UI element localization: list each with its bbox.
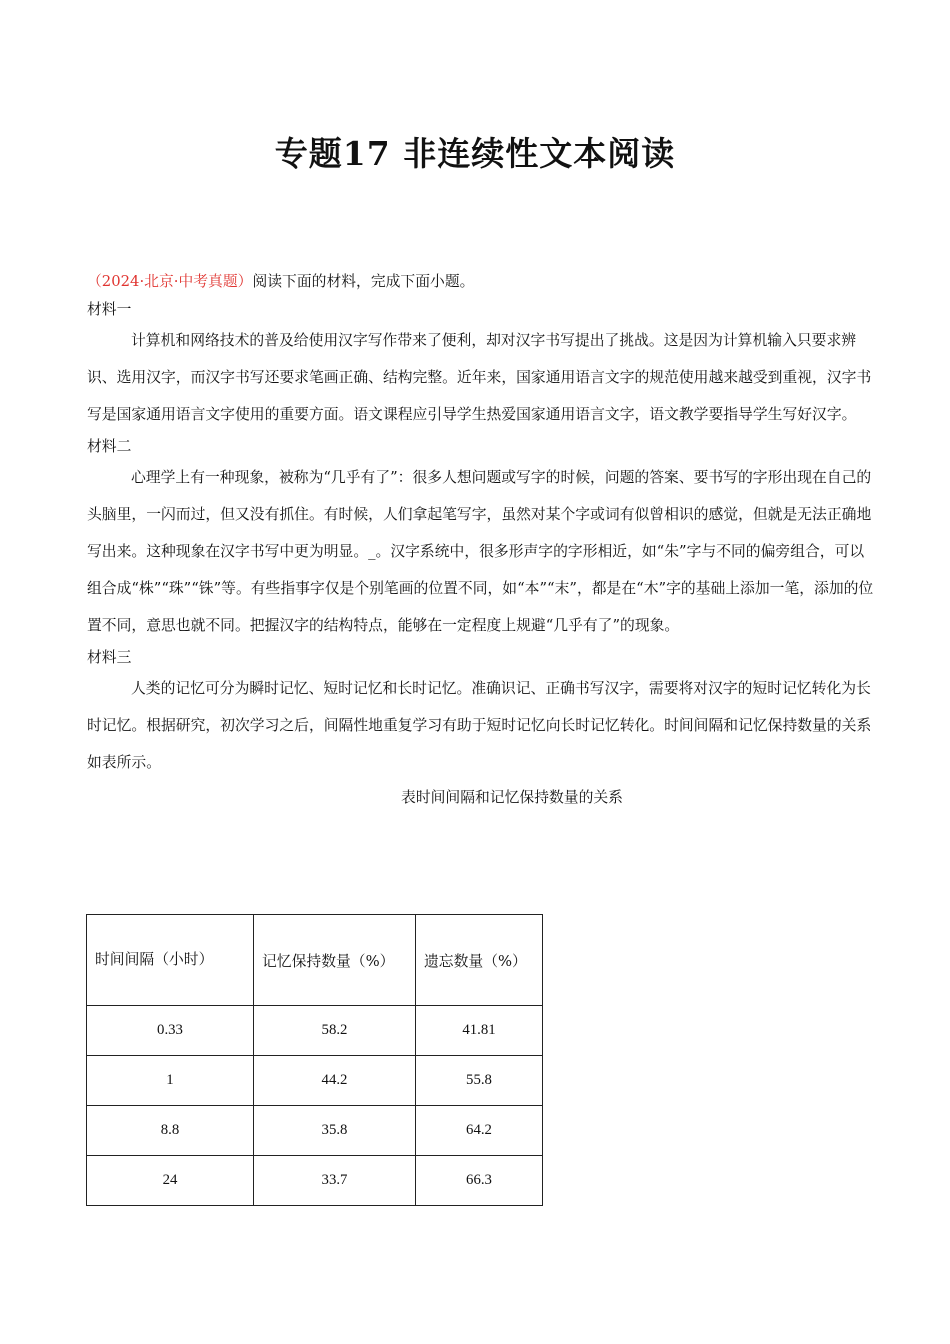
table-cell: 24 <box>87 1156 254 1206</box>
material-paragraph-3: 人类的记忆可分为瞬时记忆、短时记忆和长时记忆。准确识记、正确书写汉字，需要将对汉字的短时记忆转化为长时记忆。根据研究，初次学习之后，间隔性地重复学习有助于短时记忆向长时记忆转化。时间间隔和记忆保持数量的关系如表所示。 <box>87 680 872 771</box>
header-time-interval: 时间间隔（小时） <box>87 915 254 1006</box>
table-cell: 58.2 <box>254 1006 416 1056</box>
question-intro <box>87 268 877 296</box>
table-row <box>87 1006 543 1056</box>
table-caption: 表时间间隔和记忆保持数量的关系 <box>401 789 623 806</box>
instruction-text: 阅读下面的材料，完成下面小题。 <box>252 273 475 290</box>
header-retention: 记忆保持数量（%） <box>254 915 416 1006</box>
header-forgotten: 遗忘数量（%） <box>416 915 543 1006</box>
material-label-1: 材料一 <box>87 301 132 318</box>
table-cell: 33.7 <box>254 1156 416 1206</box>
source-tag: （2024·北京·中考真题） <box>87 273 253 290</box>
table-cell: 66.3 <box>416 1156 543 1206</box>
table-header-row <box>87 915 543 1006</box>
table-row <box>87 1156 543 1206</box>
material-label-2: 材料二 <box>87 438 132 455</box>
page-title: 专题17 非连续性文本阅读 <box>274 134 676 173</box>
table-cell: 41.81 <box>416 1006 543 1056</box>
table-cell: 8.8 <box>87 1106 254 1156</box>
table-cell: 44.2 <box>254 1056 416 1106</box>
table-row <box>87 1106 543 1156</box>
table-cell: 55.8 <box>416 1056 543 1106</box>
table-cell: 1 <box>87 1056 254 1106</box>
table-cell: 64.2 <box>416 1106 543 1156</box>
table-cell: 35.8 <box>254 1106 416 1156</box>
material-paragraph-2: 心理学上有一种现象，被称为“几乎有了”：很多人想问题或写字的时候，问题的答案、要书写的字形出现在自己的头脑里，一闪而过，但又没有抓住。有时候，人们拿起笔写字，虽然对某个字或词有似曾相识的感觉，但就是无法正确地写出来。这种现象在汉字书写中更为明显。_。汉字系统中，很多形声字的字形相近，如“朱”字与不同的偏旁组合，可以组合成“株”“珠”“铢”等。有些指事字仅是个别笔画的位置不同，如“本”“末”，都是在“木”字的基础上添加一笔，添加的位置不同，意思也就不同。把握汉字的结构特点，能够在一定程度上规避“几乎有了”的现象。 <box>87 469 874 634</box>
article-body <box>87 268 877 809</box>
material-paragraph-1: 计算机和网络技术的普及给使用汉字写作带来了便利，却对汉字书写提出了挑战。这是因为计算机输入只要求辨识、选用汉字，而汉字书写还要求笔画正确、结构完整。近年来，国家通用语言文字的规范使用越来越受到重视，汉字书写是国家通用语言文字使用的重要方面。语文课程应引导学生热爱国家通用语言文字，语文教学要指导学生写好汉字。 <box>87 332 872 423</box>
memory-table <box>86 914 543 1206</box>
table-cell: 0.33 <box>87 1006 254 1056</box>
table-row <box>87 1056 543 1106</box>
material-label-3: 材料三 <box>87 649 132 666</box>
